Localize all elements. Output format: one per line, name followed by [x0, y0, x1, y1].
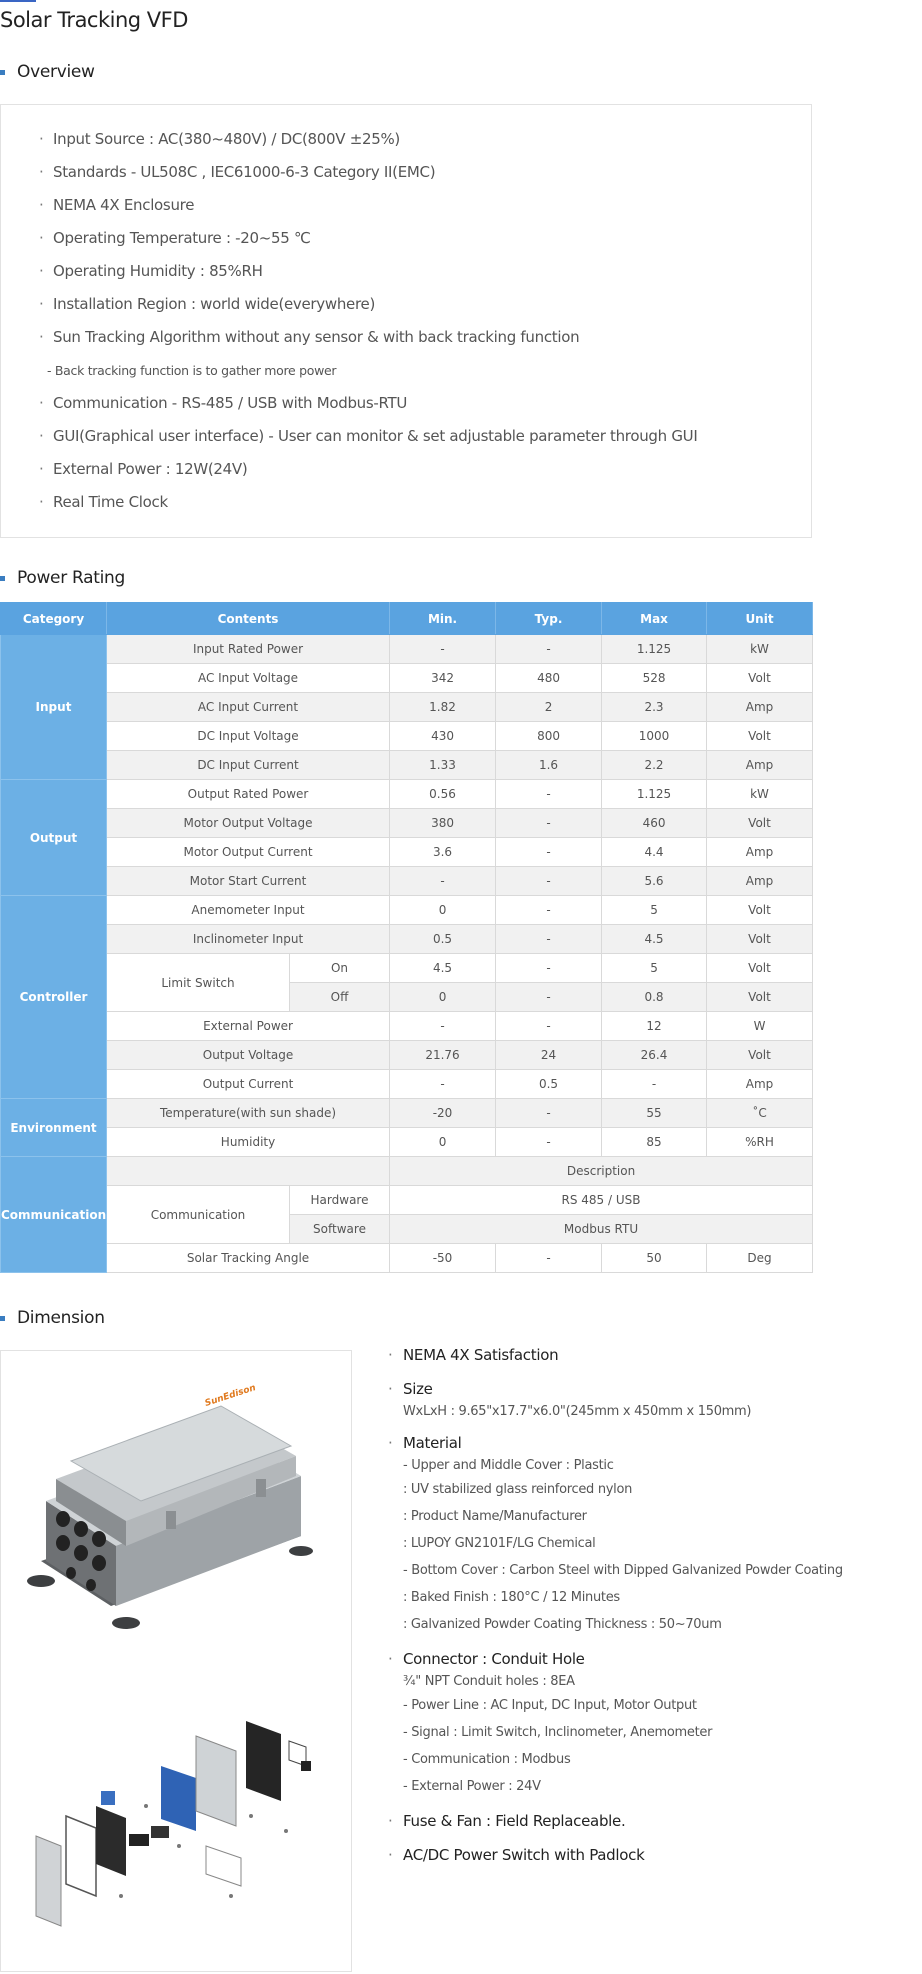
dimension-item-heading: · Fuse & Fan : Field Replaceable. [388, 1808, 908, 1834]
description-header: Description [390, 1157, 813, 1186]
dimension-detail-line: - Signal : Limit Switch, Inclinometer, Anemometer [403, 1725, 713, 1740]
overview-item: · Real Time Clock [39, 486, 811, 519]
dimension-detail-line: : UV stabilized glass reinforced nylon [403, 1482, 633, 1497]
overview-item: · GUI(Graphical user interface) - User can monitor & set adjustable parameter through GUI [39, 420, 811, 453]
product-image-panel [0, 1350, 352, 1972]
dimension-detail-line: WxLxH : 9.65"x17.7"x6.0"(245mm x 450mm x 150mm) [403, 1404, 752, 1419]
header-min: Min. [390, 603, 496, 635]
dimension-item-heading: · AC/DC Power Switch with Padlock [388, 1842, 908, 1868]
table-row: Output Output Rated Power 0.56 - 1.125 kW [1, 780, 813, 809]
overview-item: · NEMA 4X Enclosure [39, 189, 811, 222]
overview-item: · Operating Humidity : 85%RH [39, 255, 811, 288]
table-row: Software Modbus RTU [1, 1215, 813, 1244]
overview-item: · Communication - RS-485 / USB with Modbus-RTU [39, 387, 811, 420]
category-controller: Controller [1, 896, 107, 1099]
table-row: Input Input Rated Power - - 1.125 kW [1, 635, 813, 664]
dimension-detail-line: - Upper and Middle Cover : Plastic [403, 1458, 614, 1473]
dimension-detail-line: - Bottom Cover : Carbon Steel with Dipped Galvanized Powder Coating [403, 1563, 843, 1578]
top-accent-line [0, 0, 36, 2]
section-marker-icon [0, 1316, 5, 1321]
exploded-view-image [1, 1696, 351, 1956]
bullet-icon: · [39, 229, 44, 247]
overview-item: · Operating Temperature : -20~55 ℃ [39, 222, 811, 255]
dimension-item [388, 1376, 908, 1422]
bullet-icon: · [39, 196, 44, 214]
dimension-detail-line: - Power Line : AC Input, DC Input, Motor Output [403, 1698, 697, 1713]
category-output: Output [1, 780, 107, 896]
dimension-item [388, 1808, 908, 1834]
section-marker-icon [0, 70, 5, 75]
dimension-item-heading: · NEMA 4X Satisfaction [388, 1342, 908, 1368]
dimension-heading: Dimension [0, 1308, 105, 1328]
section-marker-icon [0, 576, 5, 581]
bullet-icon: · [39, 394, 44, 412]
table-row: Off 0 - 0.8 Volt [1, 983, 813, 1012]
bullet-icon: · [388, 1434, 393, 1452]
table-row: DC Input Voltage 430 800 1000 Volt [1, 722, 813, 751]
overview-box [0, 104, 812, 538]
header-unit: Unit [707, 603, 813, 635]
dimension-spec-list [388, 1342, 908, 1876]
bullet-icon: · [388, 1346, 393, 1364]
table-row: AC Input Voltage 342 480 528 Volt [1, 664, 813, 693]
overview-heading: Overview [0, 62, 95, 82]
dimension-item [388, 1430, 908, 1638]
table-row: Motor Output Voltage 380 - 460 Volt [1, 809, 813, 838]
power-rating-heading: Power Rating [0, 568, 125, 588]
category-environment: Environment [1, 1099, 107, 1157]
dimension-detail-line: : LUPOY GN2101F/LG Chemical [403, 1536, 596, 1551]
table-row: External Power - - 12 W [1, 1012, 813, 1041]
overview-item: · External Power : 12W(24V) [39, 453, 811, 486]
bullet-icon: · [39, 130, 44, 148]
enclosure-image [1, 1361, 351, 1661]
overview-item: · Sun Tracking Algorithm without any sensor & with back tracking function [39, 321, 811, 354]
dimension-detail-line: : Galvanized Powder Coating Thickness : 50~70um [403, 1617, 722, 1632]
table-row: DC Input Current 1.33 1.6 2.2 Amp [1, 751, 813, 780]
dimension-detail-line: - Communication : Modbus [403, 1752, 571, 1767]
header-category: Category [1, 603, 107, 635]
table-row: Environment Temperature(with sun shade) -20 - 55 ˚C [1, 1099, 813, 1128]
table-row [1, 1157, 813, 1186]
table-row: Output Voltage 21.76 24 26.4 Volt [1, 1041, 813, 1070]
dimension-item [388, 1342, 908, 1368]
dimension-item [388, 1842, 908, 1868]
dimension-detail-line: : Baked Finish : 180°C / 12 Minutes [403, 1590, 620, 1605]
overview-list [1, 105, 811, 519]
bullet-icon: · [388, 1812, 393, 1830]
overview-item: · Standards - UL508C , IEC61000-6-3 Category II(EMC) [39, 156, 811, 189]
dimension-detail-line: - External Power : 24V [403, 1779, 541, 1794]
bullet-icon: · [388, 1650, 393, 1668]
dimension-detail-line: : Product Name/Manufacturer [403, 1509, 587, 1524]
table-row: Output Current - 0.5 - Amp [1, 1070, 813, 1099]
dimension-item [388, 1646, 908, 1800]
bullet-icon: · [388, 1380, 393, 1398]
header-contents: Contents [107, 603, 390, 635]
communication-cell: Communication [107, 1186, 290, 1244]
bullet-icon: · [39, 295, 44, 313]
overview-item: · Installation Region : world wide(everywhere) [39, 288, 811, 321]
bullet-icon: · [39, 262, 44, 280]
table-row: Motor Start Current - - 5.6 Amp [1, 867, 813, 896]
dimension-item-heading: · Size [388, 1376, 908, 1402]
power-rating-table [0, 602, 813, 1273]
table-row: Limit Switch On 4.5 - 5 Volt [1, 954, 813, 983]
header-max: Max [602, 603, 707, 635]
overview-item: - Back tracking function is to gather more power [47, 363, 337, 378]
page-title: Solar Tracking VFD [0, 8, 188, 32]
table-header-row [1, 603, 813, 635]
brand-logo: SunEdison [203, 1383, 258, 1409]
table-row: Communication Hardware RS 485 / USB [1, 1186, 813, 1215]
dimension-detail-line: ¾" NPT Conduit holes : 8EA [403, 1674, 575, 1689]
bullet-icon: · [39, 163, 44, 181]
bullet-icon: · [39, 427, 44, 445]
bullet-icon: · [39, 328, 44, 346]
bullet-icon: · [39, 493, 44, 511]
bullet-icon: · [388, 1846, 393, 1864]
category-input: Input [1, 635, 107, 780]
dimension-item-heading: · Material [388, 1430, 908, 1456]
table-row: Motor Output Current 3.6 - 4.4 Amp [1, 838, 813, 867]
table-row: Controller Anemometer Input 0 - 5 Volt [1, 896, 813, 925]
table-row: Inclinometer Input 0.5 - 4.5 Volt [1, 925, 813, 954]
category-communication: Communication [1, 1157, 107, 1273]
limit-switch-cell: Limit Switch [107, 954, 290, 1012]
overview-item: · Input Source : AC(380~480V) / DC(800V ±25%) [39, 123, 811, 156]
header-typ: Typ. [496, 603, 602, 635]
table-row: AC Input Current 1.82 2 2.3 Amp [1, 693, 813, 722]
table-row: Humidity 0 - 85 %RH [1, 1128, 813, 1157]
bullet-icon: · [39, 460, 44, 478]
table-row: Solar Tracking Angle -50 - 50 Deg [1, 1244, 813, 1273]
dimension-item-heading: · Connector : Conduit Hole [388, 1646, 908, 1672]
